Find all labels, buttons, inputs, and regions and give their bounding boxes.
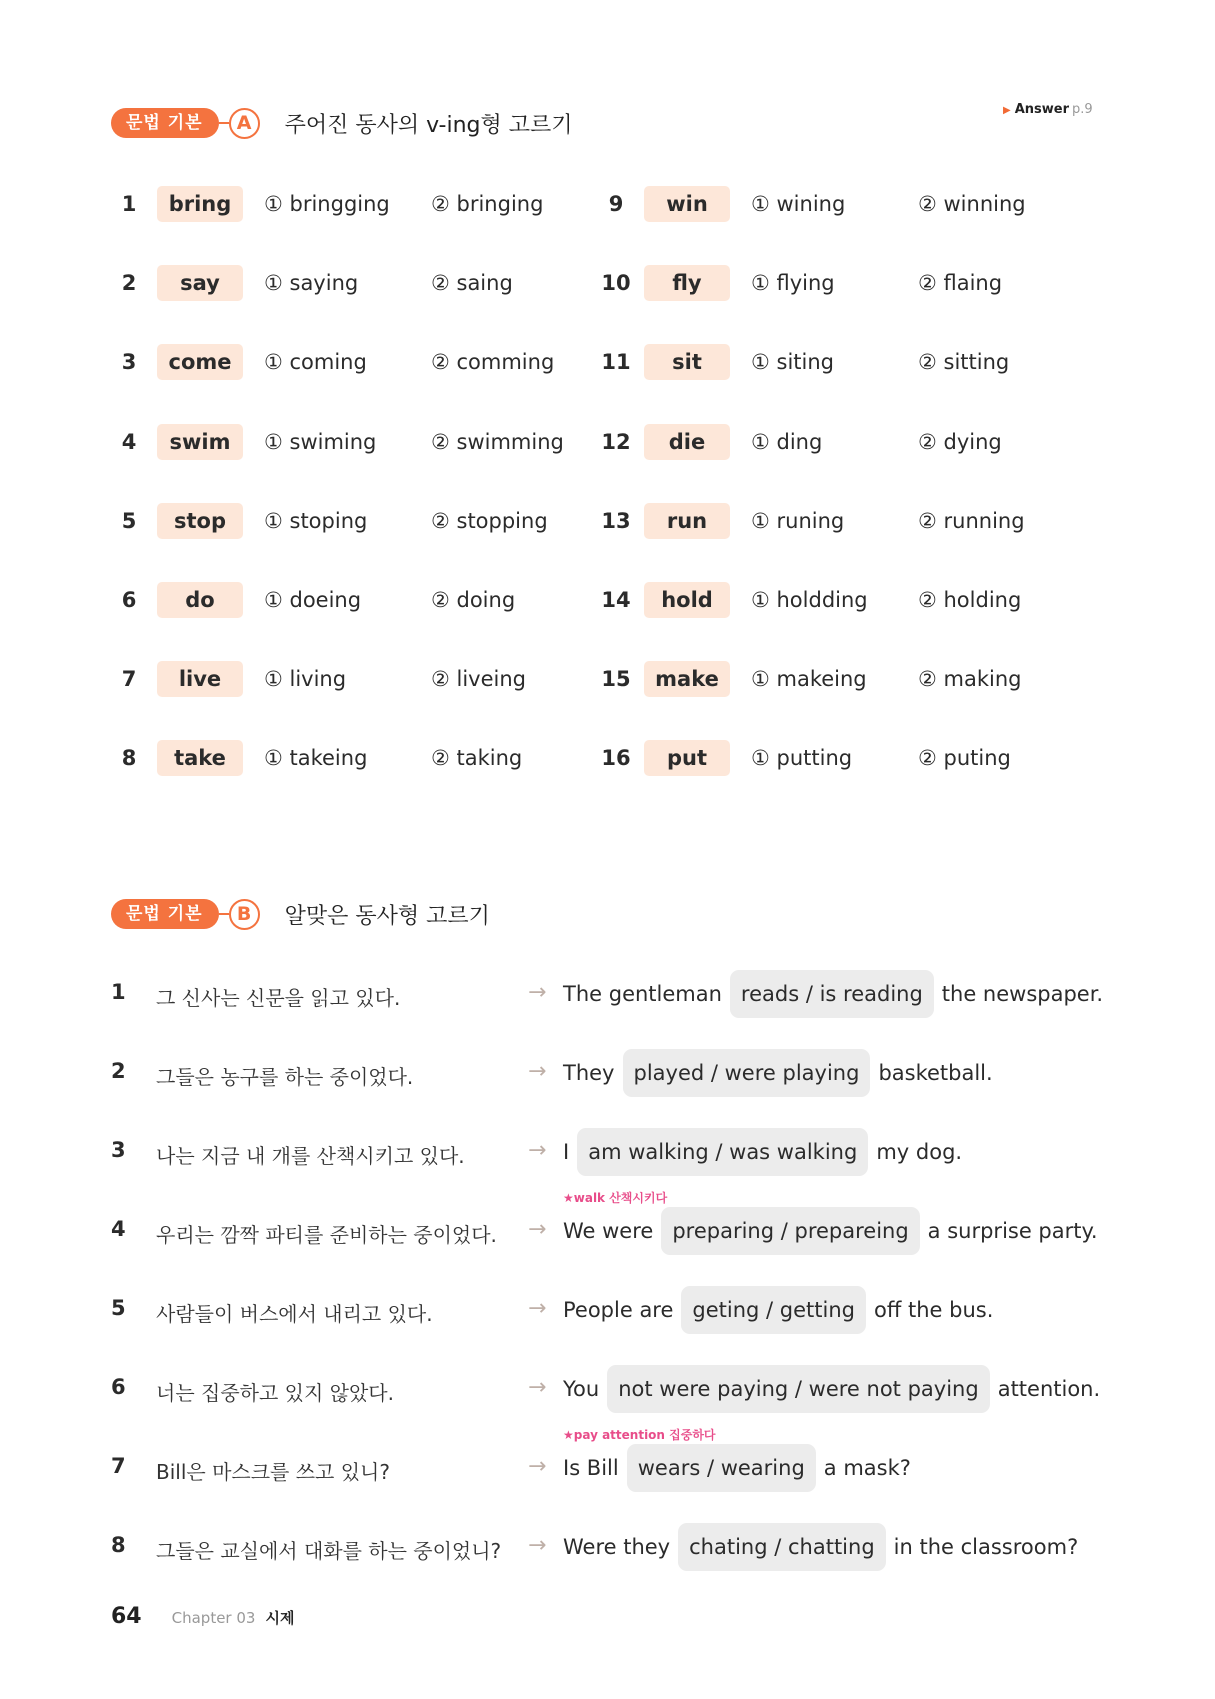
sentence-after: basketball. bbox=[878, 1061, 993, 1085]
section-b-heading bbox=[111, 897, 490, 931]
korean-sentence: 나는 지금 내 개를 산책시키고 있다. bbox=[156, 1144, 465, 1168]
korean-sentence: 우리는 깜짝 파티를 준비하는 중이었다. bbox=[156, 1223, 497, 1247]
item-number: 10 bbox=[601, 271, 631, 295]
exercise-b-item-6 bbox=[111, 1365, 1111, 1413]
option-1[interactable]: ① swiming bbox=[264, 430, 377, 454]
verb-box: put bbox=[644, 740, 730, 776]
exercise-b-item-4 bbox=[111, 1207, 1111, 1255]
item-number: 14 bbox=[601, 588, 631, 612]
option-2[interactable]: ② holding bbox=[918, 588, 1022, 612]
section-b-title: 알맞은 동사형 고르기 bbox=[284, 903, 490, 929]
item-number: 2 bbox=[121, 271, 137, 295]
option-2[interactable]: ② sitting bbox=[918, 350, 1010, 374]
sentence-before: I bbox=[563, 1140, 570, 1164]
exercise-b-item-3 bbox=[111, 1128, 1111, 1176]
arrow-right-icon: → bbox=[528, 1375, 547, 1400]
option-2[interactable]: ② bringing bbox=[431, 192, 544, 216]
sentence-after: off the bus. bbox=[873, 1298, 994, 1322]
section-a-connector bbox=[219, 122, 229, 124]
verb-box: make bbox=[644, 661, 730, 697]
option-2[interactable]: ② stopping bbox=[431, 509, 548, 533]
sentence-before: You bbox=[563, 1377, 600, 1401]
option-1[interactable]: ① ding bbox=[751, 430, 823, 454]
option-1[interactable]: ① saying bbox=[264, 271, 359, 295]
option-1[interactable]: ① bringging bbox=[264, 192, 390, 216]
english-sentence bbox=[563, 970, 1103, 1018]
option-1[interactable]: ① flying bbox=[751, 271, 835, 295]
sentence-after: the newspaper. bbox=[941, 982, 1104, 1006]
verb-box: swim bbox=[157, 424, 243, 460]
option-2[interactable]: ② running bbox=[918, 509, 1025, 533]
option-1[interactable]: ① holdding bbox=[751, 588, 868, 612]
verb-box: do bbox=[157, 582, 243, 618]
item-number: 8 bbox=[121, 746, 137, 770]
option-1[interactable]: ① takeing bbox=[264, 746, 368, 770]
choice-box[interactable]: chating / chatting bbox=[678, 1523, 886, 1571]
option-1[interactable]: ① putting bbox=[751, 746, 853, 770]
answer-label: Answer bbox=[1014, 102, 1069, 117]
item-number: 7 bbox=[121, 667, 137, 691]
english-sentence bbox=[563, 1207, 1098, 1255]
item-number: 13 bbox=[601, 509, 631, 533]
item-number: 1 bbox=[111, 980, 126, 1004]
verb-box: win bbox=[644, 186, 730, 222]
option-2[interactable]: ② taking bbox=[431, 746, 523, 770]
option-2[interactable]: ② saing bbox=[431, 271, 513, 295]
page-footer bbox=[111, 1604, 294, 1629]
sentence-before: Were they bbox=[563, 1535, 671, 1559]
option-1[interactable]: ① doeing bbox=[264, 588, 362, 612]
exercise-b-item-2 bbox=[111, 1049, 1111, 1097]
verb-box: hold bbox=[644, 582, 730, 618]
korean-sentence: 너는 집중하고 있지 않았다. bbox=[156, 1381, 394, 1405]
english-sentence bbox=[563, 1523, 1078, 1571]
option-2[interactable]: ② dying bbox=[918, 430, 1002, 454]
verb-box: die bbox=[644, 424, 730, 460]
page-number: 64 bbox=[111, 1604, 142, 1629]
sentence-after: a mask? bbox=[823, 1456, 911, 1480]
verb-box: come bbox=[157, 344, 243, 380]
arrow-right-icon: → bbox=[528, 1217, 547, 1242]
section-a-heading bbox=[111, 106, 573, 140]
english-sentence bbox=[563, 1128, 962, 1176]
exercise-b-item-1 bbox=[111, 970, 1111, 1018]
option-2[interactable]: ② doing bbox=[431, 588, 516, 612]
item-number: 4 bbox=[111, 1217, 126, 1241]
verb-box: fly bbox=[644, 265, 730, 301]
verb-box: stop bbox=[157, 503, 243, 539]
verb-box: run bbox=[644, 503, 730, 539]
section-b-letter: B bbox=[229, 899, 260, 930]
arrow-right-icon: → bbox=[528, 1296, 547, 1321]
exercise-b-item-8 bbox=[111, 1523, 1111, 1571]
arrow-right-icon: → bbox=[528, 1533, 547, 1558]
item-number: 9 bbox=[608, 192, 624, 216]
verb-box: sit bbox=[644, 344, 730, 380]
korean-sentence: 그들은 농구를 하는 중이었다. bbox=[156, 1065, 414, 1089]
item-number: 3 bbox=[121, 350, 137, 374]
item-number: 1 bbox=[121, 192, 137, 216]
sentence-before: People are bbox=[563, 1298, 674, 1322]
vocab-note: ★walk 산책시키다 bbox=[563, 1191, 668, 1205]
choice-box[interactable]: am walking / was walking bbox=[577, 1128, 868, 1176]
choice-box[interactable]: wears / wearing bbox=[627, 1444, 816, 1492]
item-number: 12 bbox=[601, 430, 631, 454]
sentence-before: Is Bill bbox=[563, 1456, 619, 1480]
option-1[interactable]: ① stoping bbox=[264, 509, 368, 533]
choice-box[interactable]: reads / is reading bbox=[730, 970, 934, 1018]
english-sentence bbox=[563, 1365, 1100, 1413]
sentence-before: We were bbox=[563, 1219, 654, 1243]
option-1[interactable]: ① living bbox=[264, 667, 347, 691]
item-number: 16 bbox=[601, 746, 631, 770]
sentence-after: attention. bbox=[997, 1377, 1101, 1401]
option-2[interactable]: ② puting bbox=[918, 746, 1011, 770]
option-1[interactable]: ① makeing bbox=[751, 667, 867, 691]
english-sentence bbox=[563, 1286, 993, 1334]
answer-page: p.9 bbox=[1072, 102, 1093, 117]
verb-box: take bbox=[157, 740, 243, 776]
arrow-right-icon: → bbox=[528, 1454, 547, 1479]
sentence-before: They bbox=[563, 1061, 615, 1085]
section-b-tag: 문법 기본 bbox=[111, 899, 219, 929]
section-b-connector bbox=[219, 913, 229, 915]
triangle-icon: ▶ bbox=[1003, 105, 1011, 116]
option-2[interactable]: ② liveing bbox=[431, 667, 526, 691]
arrow-right-icon: → bbox=[528, 980, 547, 1005]
verb-box: live bbox=[157, 661, 243, 697]
item-number: 4 bbox=[121, 430, 137, 454]
verb-box: bring bbox=[157, 186, 243, 222]
korean-sentence: 사람들이 버스에서 내리고 있다. bbox=[156, 1302, 433, 1326]
section-a-letter: A bbox=[229, 108, 260, 139]
item-number: 6 bbox=[121, 588, 137, 612]
verb-box: say bbox=[157, 265, 243, 301]
choice-box[interactable]: not were paying / were not paying bbox=[607, 1365, 990, 1413]
sentence-after: in the classroom? bbox=[893, 1535, 1079, 1559]
choice-box[interactable]: geting / getting bbox=[681, 1286, 866, 1334]
option-2[interactable]: ② winning bbox=[918, 192, 1026, 216]
exercise-b-item-5 bbox=[111, 1286, 1111, 1334]
section-a-title: 주어진 동사의 v-ing형 고르기 bbox=[284, 112, 573, 138]
vocab-note: ★pay attention 집중하다 bbox=[563, 1428, 716, 1442]
korean-sentence: 그 신사는 신문을 읽고 있다. bbox=[156, 986, 401, 1010]
option-1[interactable]: ① wining bbox=[751, 192, 846, 216]
option-1[interactable]: ① coming bbox=[264, 350, 367, 374]
option-2[interactable]: ② comming bbox=[431, 350, 555, 374]
item-number: 5 bbox=[121, 509, 137, 533]
sentence-after: my dog. bbox=[876, 1140, 963, 1164]
answer-reference bbox=[1003, 102, 1093, 117]
option-1[interactable]: ① runing bbox=[751, 509, 845, 533]
exercise-b-item-7 bbox=[111, 1444, 1111, 1492]
section-a-tag: 문법 기본 bbox=[111, 108, 219, 138]
item-number: 8 bbox=[111, 1533, 126, 1557]
item-number: 6 bbox=[111, 1375, 126, 1399]
item-number: 5 bbox=[111, 1296, 126, 1320]
chapter-label: Chapter 03 bbox=[171, 1609, 256, 1627]
korean-sentence: 그들은 교실에서 대화를 하는 중이었니? bbox=[156, 1539, 502, 1563]
option-2[interactable]: ② flaing bbox=[918, 271, 1003, 295]
choice-box[interactable]: played / were playing bbox=[623, 1049, 871, 1097]
english-sentence bbox=[563, 1049, 993, 1097]
chapter-title: 시제 bbox=[265, 1609, 295, 1627]
english-sentence bbox=[563, 1444, 911, 1492]
option-1[interactable]: ① siting bbox=[751, 350, 834, 374]
korean-sentence: Bill은 마스크를 쓰고 있니? bbox=[156, 1460, 390, 1484]
choice-box[interactable]: preparing / prepareing bbox=[661, 1207, 919, 1255]
option-2[interactable]: ② making bbox=[918, 667, 1022, 691]
item-number: 7 bbox=[111, 1454, 126, 1478]
sentence-after: a surprise party. bbox=[927, 1219, 1098, 1243]
arrow-right-icon: → bbox=[528, 1138, 547, 1163]
item-number: 11 bbox=[601, 350, 631, 374]
sentence-before: The gentleman bbox=[563, 982, 722, 1006]
arrow-right-icon: → bbox=[528, 1059, 547, 1084]
item-number: 15 bbox=[601, 667, 631, 691]
option-2[interactable]: ② swimming bbox=[431, 430, 564, 454]
item-number: 2 bbox=[111, 1059, 126, 1083]
item-number: 3 bbox=[111, 1138, 126, 1162]
